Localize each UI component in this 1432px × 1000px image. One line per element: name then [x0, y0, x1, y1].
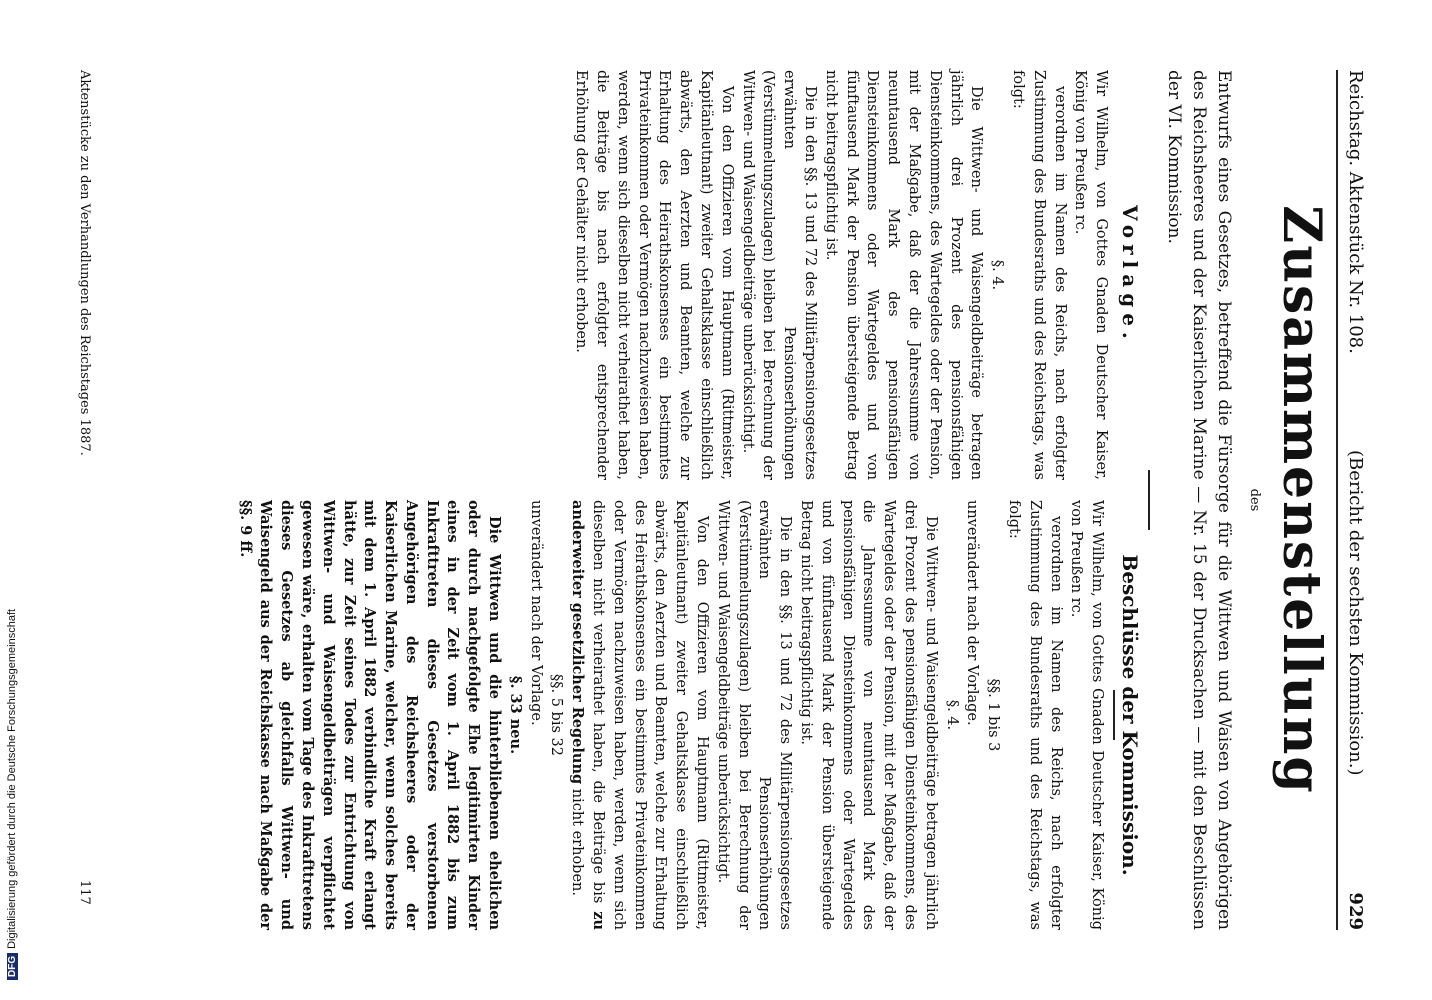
right-para-3-end: nicht erhoben.: [569, 788, 586, 896]
left-section-4-para-1: Die Wittwen- und Waisengeldbeiträge betragen jährlich drei Prozent des pensionsfähigen Diensteinkommens, des Wartegeldes oder der Pension, mit der Maßgabe, daß der die Jahressumme von neuntausend Mark des pensionsfähigen Diensteinkommens oder Wartegeldes und von fünftausend Mark der Pension übersteigende Betrag nicht beitragspflichtig ist.: [822, 70, 985, 480]
dfg-logo-icon: DFG: [7, 953, 18, 980]
right-section-4-para-2: Die in den §§. 13 und 72 des Militärpensionsgesetzes erwähnten Pensionserhöhungen (Verstümmelungszulagen) bleiben bei Berechnung der Wittwen- und Waisengeldbeiträge unberücksichtigt.: [714, 500, 794, 930]
right-section-4-heading: §. 4.: [943, 699, 960, 731]
right-column-heading: Beschlüsse der Kommission.: [1118, 554, 1142, 876]
document-subtitle: Entwurfs eines Gesetzes, betreffend die Fürsorge für die Wittwen und Waisen von Angehörigen des Reichsheeres und der Kaiserlichen Marine — Nr. 15 der Drucksachen — mit den Beschlüssen der VI. Kommission.: [1164, 70, 1234, 930]
header-middle: (Bericht der sechsten Kommission.): [1345, 450, 1366, 776]
footer-page-number: 117: [77, 880, 92, 905]
digitization-credit: [6, 580, 20, 980]
page-number: 929: [1345, 892, 1366, 930]
right-column: [234, 500, 1140, 930]
left-column: [570, 70, 1140, 480]
right-preamble: Wir Wilhelm, von Gottes Gnaden Deutscher Kaiser, König von Preußen rc.: [1068, 500, 1106, 930]
credit-text: Digitalisierung gefördert durch die Deutsche Forschungsgemeinschaft: [6, 608, 18, 949]
intro-divider: [1148, 470, 1150, 530]
right-enactment-clause: verordnen im Namen des Reichs, nach erfolgter Zustimmung des Bundesraths und des Reichstags, was folgt:: [1006, 500, 1064, 930]
right-section-33-heading: §. 33 neu.: [506, 675, 524, 755]
right-section-33-text: Die Wittwen und die hinterbliebenen ehelichen oder durch nachgefolgte Ehe legitimirten Kinder eines in der Zeit vom 1. April 1882 bis zum Inkrafttreten dieses Gesetzes verstorbenen Angehörigen des Reichsheeres oder der Kaiserlichen Marine, welcher, wenn solches bereits mit dem 1. April 1882 verbindliche Kraft erlangt hätte, zur Zeit seines Todes zur Entrichtung von Wittwen- und Waisengeldbeiträgen verpflichtet gewesen wäre, erhalten vom Tage des Inkrafttretens dieses Gesetzes ab gleichfalls Wittwen- und Waisengeld aus der Reichskasse nach Maßgabe der §§. 9 ff.: [236, 500, 504, 930]
right-section-4-para-1: Die Wittwen- und Waisengeldbeiträge betragen jährlich drei Prozent des pensionsfähigen Diensteinkommens, des Wartegeldes oder der Pension, mit der Maßgabe, daß der die Jahressumme von neuntausend Mark des pensionsfähigen Diensteinkommens oder Wartegeldes und von fünftausend Mark der Pension übersteigende Betrag nicht beitragspflichtig ist.: [798, 500, 939, 930]
right-section-4-para-3: [566, 500, 712, 930]
left-section-4-heading: §. 4.: [989, 259, 1006, 291]
left-section-4-para-2: Die in den §§. 13 und 72 des Militärpensionsgesetzes erwähnten Pensionserhöhungen (Verstümmelungszulagen) bleiben bei Berechnung der Wittwen- und Waisengeldbeiträge unberücksichtigt.: [739, 70, 819, 480]
left-enactment-clause: verordnen im Namen des Reichs, nach erfolgter Zustimmung des Bundesraths und des Reichstags, was folgt:: [1010, 70, 1068, 480]
right-sections-5-32: §§. 5 bis 32: [548, 674, 565, 756]
document-title: Zusammenstellung: [1271, 205, 1332, 795]
right-heading-rule: [1113, 690, 1115, 740]
right-sections-1-3: §§. 1 bis 3: [985, 678, 1002, 752]
left-section-4-para-3: Von den Offizieren vom Hauptmann (Rittmeister, Kapitänleutnant) zweiter Gehaltsklasse einschließlich abwärts, den Aerzten und Beamten, welche zur Erhaltung des Heirathskonsenses ein bestimmtes Privateinkommen oder Vermögen nachzuweisen haben, werden, wenn sich dieselben nicht verheirathet haben, die Beiträge bis nach erfolgter entsprechender Erhöhung der Gehälter nicht erhoben.: [573, 70, 735, 480]
footer-source: Aktenstücke zu den Verhandlungen des Reichstages 1887.: [77, 70, 92, 456]
title-connector: des: [1247, 488, 1262, 512]
right-unchanged-note-1: unverändert nach der Vorlage.: [964, 500, 981, 726]
header-rule: [1336, 70, 1338, 930]
header-left: Reichstag. Aktenstück Nr. 108.: [1345, 70, 1366, 354]
right-para-3-text: Von den Offizieren vom Hauptmann (Rittmeister, Kapitänleutnant) zweiter Gehaltsklasse einschließlich abwärts, den Aerzten und Beamten, welche zur Erhaltung des Heirathskonsenses ein bestimmtes Privateinkommen oder Vermögen nachzuweisen haben, werden, wenn sich dieselben nicht verheirathet haben, die Beiträge bis: [590, 500, 711, 930]
left-column-heading: Vorlage.: [1118, 205, 1142, 345]
left-preamble: Wir Wilhelm, von Gottes Gnaden Deutscher Kaiser, König von Preußen rc.: [1072, 70, 1110, 480]
page-header: [1340, 70, 1366, 930]
right-unchanged-note-2: unverändert nach der Vorlage.: [527, 500, 544, 726]
right-para-3-amendment: zu anderweiter gesetzlicher Regelung: [569, 500, 608, 930]
